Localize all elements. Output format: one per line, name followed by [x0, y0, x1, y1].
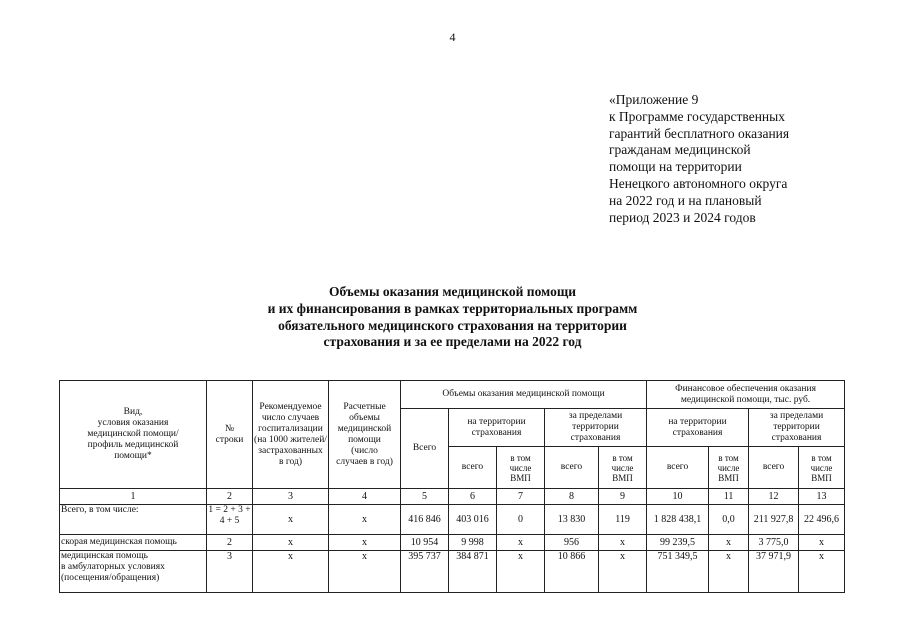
header-financing-outside-territory [749, 409, 845, 447]
header-financing-out-vmp [799, 447, 845, 489]
cell-on-vmp: x [497, 551, 545, 593]
column-number: 12 [749, 489, 799, 505]
header-recommended-line: число случаев [261, 412, 320, 423]
header-outside-territory-line: за пределами [568, 411, 623, 421]
header-vmp-line: ВМП [811, 472, 832, 483]
cell-fin-out-all: 211 927,8 [749, 505, 799, 535]
header-vmp-line: ВМП [612, 472, 633, 483]
header-outside-territory-line: территории [773, 422, 820, 432]
header-vmp-line: числе [717, 462, 740, 473]
column-number: 3 [253, 489, 329, 505]
header-volumes-group: Объемы оказания медицинской помощи [401, 381, 647, 409]
header-financing-line: Финансовое обеспечения оказания [675, 383, 816, 394]
header-vmp-line: в том [811, 452, 832, 463]
header-volumes-out-all: всего [545, 447, 599, 489]
cell-on-all: 403 016 [449, 505, 497, 535]
row-name-line: медицинская помощь [61, 551, 148, 561]
cell-fin-out-all: 3 775,0 [749, 535, 799, 551]
header-outside-territory-line: страхования [570, 433, 621, 443]
cell-calculated: x [329, 535, 401, 551]
header-volumes-on-vmp [497, 447, 545, 489]
cell-out-all: 956 [545, 535, 599, 551]
header-calculated-line: медицинской [337, 423, 392, 434]
cell-fin-on-all: 751 349,5 [647, 551, 709, 593]
row-no-line: 4 + 5 [219, 516, 240, 526]
header-calculated-line: объемы [349, 412, 380, 423]
header-row-no-line: строки [215, 434, 244, 445]
cell-calculated: x [329, 551, 401, 593]
column-number: 2 [207, 489, 253, 505]
title-line: и их финансирования в рамках территориальных программ [267, 300, 638, 316]
cell-total: 10 954 [401, 535, 449, 551]
column-number: 8 [545, 489, 599, 505]
cell-fin-on-vmp: 0,0 [709, 505, 749, 535]
header-volumes-on-territory [449, 409, 545, 447]
header-vmp-line: в том [612, 452, 633, 463]
header-kind-line: Вид, [123, 407, 143, 417]
header-vmp-line: ВМП [510, 472, 531, 483]
row-no [207, 551, 253, 593]
row-no [207, 535, 253, 551]
row-no-line: 2 [227, 537, 232, 548]
header-recommended-line: госпитализации [258, 423, 323, 434]
header-on-territory-line: на территории [467, 416, 526, 427]
column-number: 10 [647, 489, 709, 505]
title-line: страхования и за ее пределами на 2022 год [323, 334, 582, 350]
cell-recommended: x [253, 535, 329, 551]
cell-fin-on-all: 1 828 438,1 [647, 505, 709, 535]
header-outside-territory-line: страхования [771, 433, 822, 443]
header-financing-out-all: всего [749, 447, 799, 489]
column-number: 9 [599, 489, 647, 505]
row-name-line: Всего, в том числе: [61, 505, 139, 515]
cell-total: 395 737 [401, 551, 449, 593]
header-outside-territory-line: за пределами [769, 411, 824, 421]
cell-on-vmp: x [497, 535, 545, 551]
appendix-line: к Программе государственных [609, 108, 785, 124]
cell-fin-on-all: 99 239,5 [647, 535, 709, 551]
row-name [60, 535, 207, 551]
cell-calculated: x [329, 505, 401, 535]
header-calculated [329, 381, 401, 489]
header-row-no [207, 381, 253, 489]
page-number: 4 [449, 30, 456, 44]
cell-out-all: 13 830 [545, 505, 599, 535]
header-volumes-out-vmp [599, 447, 647, 489]
header-row-no-line: № [224, 423, 235, 434]
header-vmp-line: числе [611, 462, 634, 473]
table-row [60, 505, 845, 535]
row-name-line: скорая медицинская помощь [61, 537, 177, 547]
cell-on-all: 384 871 [449, 551, 497, 593]
cell-fin-out-vmp: x [799, 551, 845, 593]
volumes-table [59, 380, 845, 593]
cell-out-vmp: x [599, 535, 647, 551]
row-no [207, 505, 253, 535]
cell-recommended: x [253, 551, 329, 593]
cell-out-vmp: 119 [599, 505, 647, 535]
header-financing-on-vmp [709, 447, 749, 489]
column-number: 5 [401, 489, 449, 505]
column-number: 6 [449, 489, 497, 505]
appendix-line: «Приложение 9 [609, 92, 699, 107]
column-number: 4 [329, 489, 401, 505]
table-row [60, 535, 845, 551]
header-recommended-line: в год) [279, 456, 302, 467]
row-name-line: (посещения/обращения) [61, 573, 160, 583]
column-number: 13 [799, 489, 845, 505]
cell-fin-out-vmp: 22 496,6 [799, 505, 845, 535]
appendix-line: помощи на территории [609, 159, 742, 175]
column-number: 1 [60, 489, 207, 505]
title-line: обязательного медицинского страхования на территории [278, 317, 627, 333]
header-on-territory-line: страхования [471, 427, 522, 438]
header-kind [60, 381, 207, 489]
cell-on-all: 9 998 [449, 535, 497, 551]
header-volumes-total: Всего [401, 409, 449, 489]
column-number: 11 [709, 489, 749, 505]
header-financing-on-all: всего [647, 447, 709, 489]
header-recommended-line: застрахованных [258, 445, 323, 456]
header-financing-line: медицинской помощи, тыс. руб. [680, 394, 811, 405]
header-vmp-line: числе [509, 462, 532, 473]
row-name-line: в амбулаторных условиях [61, 562, 165, 572]
header-vmp-line: в том [718, 452, 739, 463]
header-kind-line: помощи* [114, 451, 152, 461]
header-outside-territory-line: территории [572, 422, 619, 432]
header-financing-group [647, 381, 845, 409]
cell-recommended: x [253, 505, 329, 535]
header-calculated-line: случаев в год) [336, 456, 393, 467]
document-title [0, 284, 905, 351]
header-vmp-line: в том [510, 452, 531, 463]
header-vmp-line: ВМП [718, 472, 739, 483]
row-name [60, 551, 207, 593]
cell-out-vmp: x [599, 551, 647, 593]
title-line: Объемы оказания медицинской помощи [328, 284, 577, 299]
column-numbers-row [60, 489, 845, 505]
column-number: 7 [497, 489, 545, 505]
appendix-line: гарантий бесплатного оказания [609, 125, 790, 141]
header-financing-on-territory [647, 409, 749, 447]
appendix-line: период 2023 и 2024 годов [609, 209, 756, 225]
cell-fin-out-all: 37 971,9 [749, 551, 799, 593]
header-calculated-line: Расчетные [343, 401, 386, 412]
header-on-territory-line: на территории [668, 416, 727, 427]
header-calculated-line: (число [351, 445, 378, 456]
header-calculated-line: помощи [348, 434, 381, 445]
header-kind-line: условия оказания [97, 418, 169, 428]
cell-fin-on-vmp: x [709, 535, 749, 551]
appendix-line: Ненецкого автономного округа [609, 175, 788, 191]
header-volumes-outside-territory [545, 409, 647, 447]
table-row [60, 551, 845, 593]
appendix-line: на 2022 год и на плановый [609, 192, 762, 208]
cell-total: 416 846 [401, 505, 449, 535]
appendix-reference [609, 92, 869, 226]
cell-fin-out-vmp: x [799, 535, 845, 551]
cell-fin-on-vmp: x [709, 551, 749, 593]
appendix-line: гражданам медицинской [609, 142, 751, 158]
header-on-territory-line: страхования [672, 427, 723, 438]
header-volumes-on-all: всего [449, 447, 497, 489]
header-kind-line: медицинской помощи/ [87, 429, 179, 439]
cell-on-vmp: 0 [497, 505, 545, 535]
header-recommended-line: Рекомендуемое [259, 401, 322, 412]
header-recommended [253, 381, 329, 489]
row-no-line: 1 = 2 + 3 + [208, 505, 251, 515]
header-kind-line: профиль медицинской [87, 440, 179, 450]
cell-out-all: 10 866 [545, 551, 599, 593]
header-vmp-line: числе [810, 462, 833, 473]
header-recommended-line: (на 1000 жителей/ [254, 434, 327, 445]
row-name [60, 505, 207, 535]
row-no-line: 3 [227, 551, 232, 562]
